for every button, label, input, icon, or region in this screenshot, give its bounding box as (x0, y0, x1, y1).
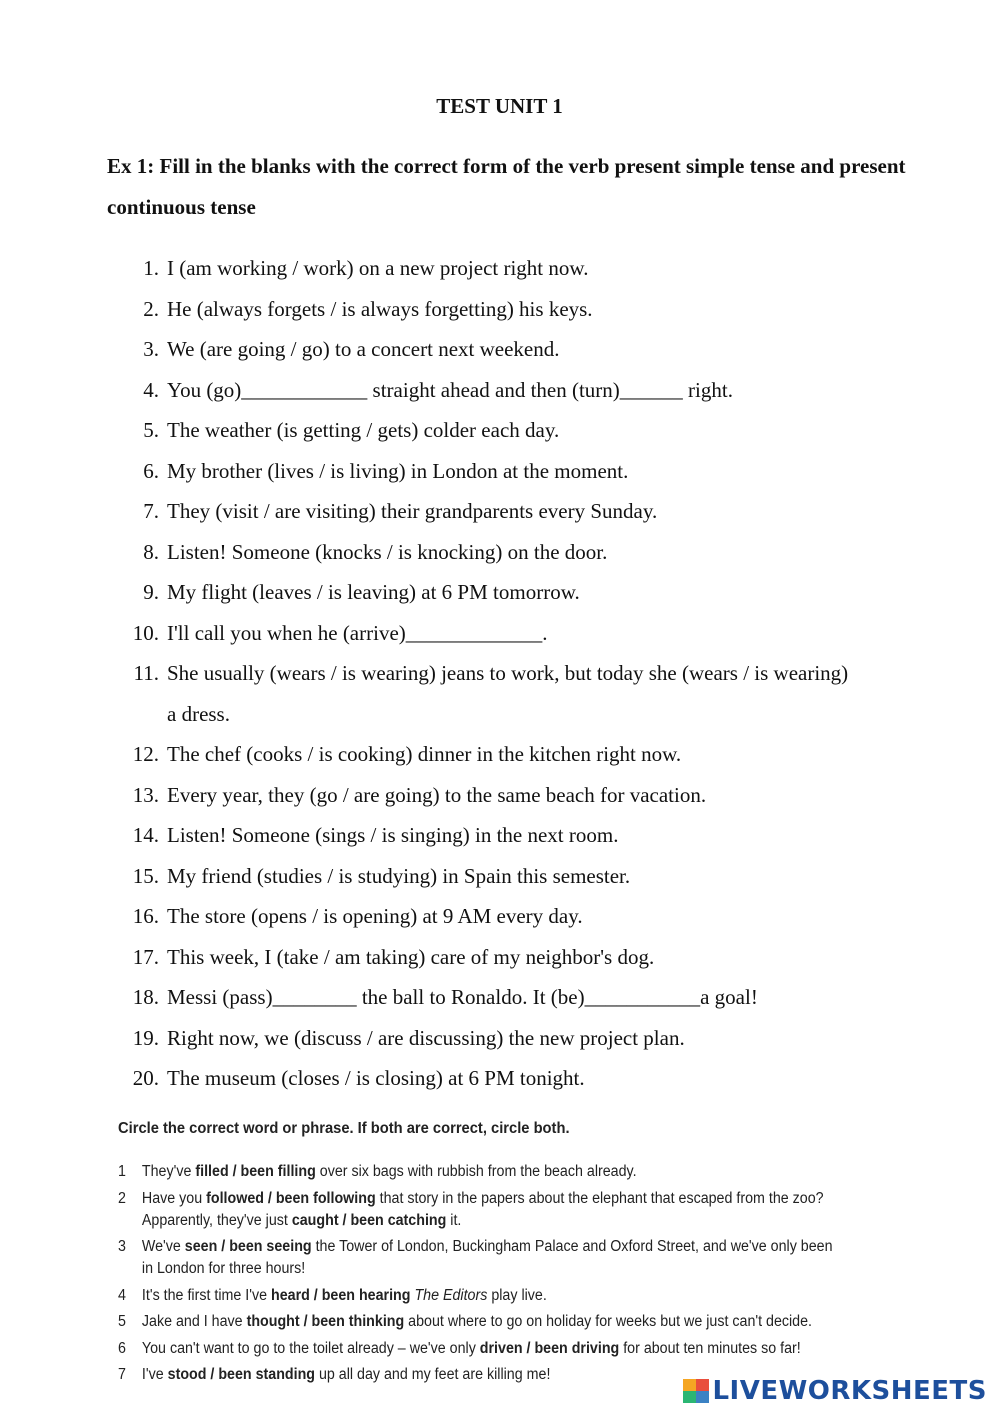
item-text: The weather (is getting / gets) colder each day. (167, 418, 560, 442)
item-number: 1 (118, 1163, 126, 1180)
item-text: play live. (487, 1286, 547, 1304)
item-number: 15. (132, 863, 159, 888)
item-text: The museum (closes / is closing) at 6 PM tonight. (167, 1066, 585, 1090)
exercise-1-item (0, 977, 857, 1018)
page-title: TEST UNIT 1 (436, 94, 563, 118)
item-text: The chef (cooks / is cooking) dinner in the kitchen right now. (167, 742, 682, 766)
item-text: over six bags with rubbish from the beach already. (315, 1163, 637, 1180)
item-text: The store (opens / is opening) at 9 AM every day. (167, 904, 583, 928)
item-text: I'll call you when he (arrive)_____________. (167, 620, 548, 645)
exercise-1-item (0, 532, 857, 573)
item-number: 9. (143, 580, 159, 604)
exercise-2-item (118, 1188, 845, 1232)
item-number: 3. (143, 337, 159, 361)
item-number: 14. (132, 823, 159, 847)
item-number: 16. (132, 904, 159, 928)
exercise-2-instruction: Circle the correct word or phrase. If both are correct, circle both. (118, 1120, 570, 1137)
item-number: 20. (132, 1066, 159, 1090)
item-text: We've (141, 1238, 185, 1255)
exercise-1-item (0, 572, 857, 613)
answer-choice[interactable]: seen / been seeing (184, 1238, 312, 1255)
item-number: 4 (118, 1286, 126, 1304)
answer-choice[interactable]: filled / been filling (195, 1163, 316, 1180)
logo-text: LIVEWORKSHEETS (712, 1376, 987, 1406)
item-number: 8. (143, 539, 159, 564)
item-number: 10. (132, 620, 159, 645)
exercise-1-item (0, 329, 857, 370)
exercise-1-item (0, 248, 857, 289)
item-number: 19. (132, 1025, 159, 1050)
item-text: My brother (lives / is living) in London at the moment. (167, 458, 629, 483)
exercise-2-item (118, 1285, 845, 1307)
exercise-2-list (118, 1161, 845, 1386)
exercise-1-item (0, 410, 857, 451)
item-number: 5 (118, 1313, 126, 1330)
exercise-1-heading: Ex 1: Fill in the blanks with the correct form of the verb present simple tense and present continuous tense (107, 154, 906, 219)
exercise-1-list (0, 248, 999, 1099)
item-text: This week, I (take / am taking) care of my neighbor's dog. (167, 944, 655, 969)
band-name: The Editors (414, 1286, 488, 1304)
item-text: They (visit / are visiting) their grandparents every Sunday. (167, 499, 658, 523)
item-text: Have you (141, 1189, 207, 1207)
item-number: 11. (133, 661, 159, 685)
item-text: I've (141, 1366, 168, 1383)
answer-choice[interactable]: followed / been following (206, 1189, 376, 1207)
item-number: 5. (143, 418, 159, 442)
exercise-1-item (0, 653, 857, 734)
item-text: Listen! Someone (sings / is singing) in the next room. (167, 823, 619, 847)
item-number: 6 (118, 1339, 126, 1357)
item-text: that story in the papers about the elephant that escaped from the zoo? Apparently, they've just (141, 1189, 824, 1229)
exercise-1-item (0, 815, 857, 856)
exercise-1-item (0, 937, 857, 978)
exercise-1-item (0, 734, 857, 775)
logo-mark-icon (683, 1379, 709, 1403)
item-text: You (go)____________ straight ahead and then (turn)______ right. (167, 377, 733, 402)
item-number: 18. (132, 985, 159, 1009)
item-text: Listen! Someone (knocks / is knocking) on the door. (167, 539, 608, 564)
liveworksheets-logo (683, 1376, 987, 1406)
item-text: up all day and my feet are killing me! (314, 1366, 551, 1383)
exercise-2-item (118, 1236, 845, 1280)
exercise-1-item (0, 451, 857, 492)
answer-choice[interactable]: heard / been hearing (270, 1286, 411, 1304)
exercise-1-item (0, 613, 857, 654)
item-text: Right now, we (discuss / are discussing) the new project plan. (167, 1025, 685, 1050)
item-text: about where to go on holiday for weeks but we just can't decide. (404, 1313, 813, 1330)
item-text: for about ten minutes so far! (619, 1339, 801, 1357)
item-text: My flight (leaves / is leaving) at 6 PM tomorrow. (167, 580, 580, 604)
exercise-1-item (0, 896, 857, 937)
item-text: it. (446, 1211, 462, 1229)
item-text: My friend (studies / is studying) in Spain this semester. (167, 863, 631, 888)
item-number: 13. (132, 782, 159, 807)
exercise-1-item (0, 491, 857, 532)
answer-choice[interactable]: caught / been catching (291, 1211, 447, 1229)
exercise-1-item (0, 1058, 857, 1099)
item-text: We (are going / go) to a concert next weekend. (167, 337, 560, 361)
item-number: 3 (118, 1238, 126, 1255)
item-text: They've (141, 1163, 196, 1180)
item-text: Messi (pass)________ the ball to Ronaldo. It (be)___________a goal! (167, 985, 758, 1009)
item-number: 2 (118, 1189, 126, 1207)
item-number: 7 (118, 1366, 126, 1383)
item-number: 1. (143, 256, 159, 280)
exercise-2-section (118, 1120, 845, 1391)
item-number: 4. (143, 377, 159, 402)
item-number: 17. (132, 944, 159, 969)
item-text: Jake and I have (141, 1313, 247, 1330)
item-text: I (am working / work) on a new project right now. (167, 256, 589, 280)
item-number: 6. (143, 458, 159, 483)
exercise-1-item (0, 856, 857, 897)
item-text: It's the first time I've (141, 1286, 271, 1304)
exercise-1-item (0, 775, 857, 816)
exercise-1-item (0, 1018, 857, 1059)
item-text: Every year, they (go / are going) to the same beach for vacation. (167, 782, 707, 807)
item-text: He (always forgets / is always forgetting) his keys. (167, 296, 593, 321)
exercise-1-item (0, 370, 857, 411)
exercise-2-item (118, 1338, 845, 1360)
answer-choice[interactable]: thought / been thinking (246, 1313, 405, 1330)
item-number: 12. (132, 742, 159, 766)
item-number: 2. (143, 296, 159, 321)
item-text: She usually (wears / is wearing) jeans to work, but today she (wears / is wearing) a dress. (167, 661, 849, 726)
exercise-2-item (118, 1161, 845, 1183)
answer-choice[interactable]: driven / been driving (479, 1339, 620, 1357)
exercise-2-item (118, 1311, 845, 1333)
item-text: the Tower of London, Buckingham Palace and Oxford Street, and we've only been in London for three hours! (141, 1238, 833, 1277)
answer-choice[interactable]: stood / been standing (167, 1366, 315, 1383)
item-text: You can't want to go to the toilet already – we've only (141, 1339, 480, 1357)
exercise-1-item (0, 289, 857, 330)
item-number: 7. (143, 499, 159, 523)
